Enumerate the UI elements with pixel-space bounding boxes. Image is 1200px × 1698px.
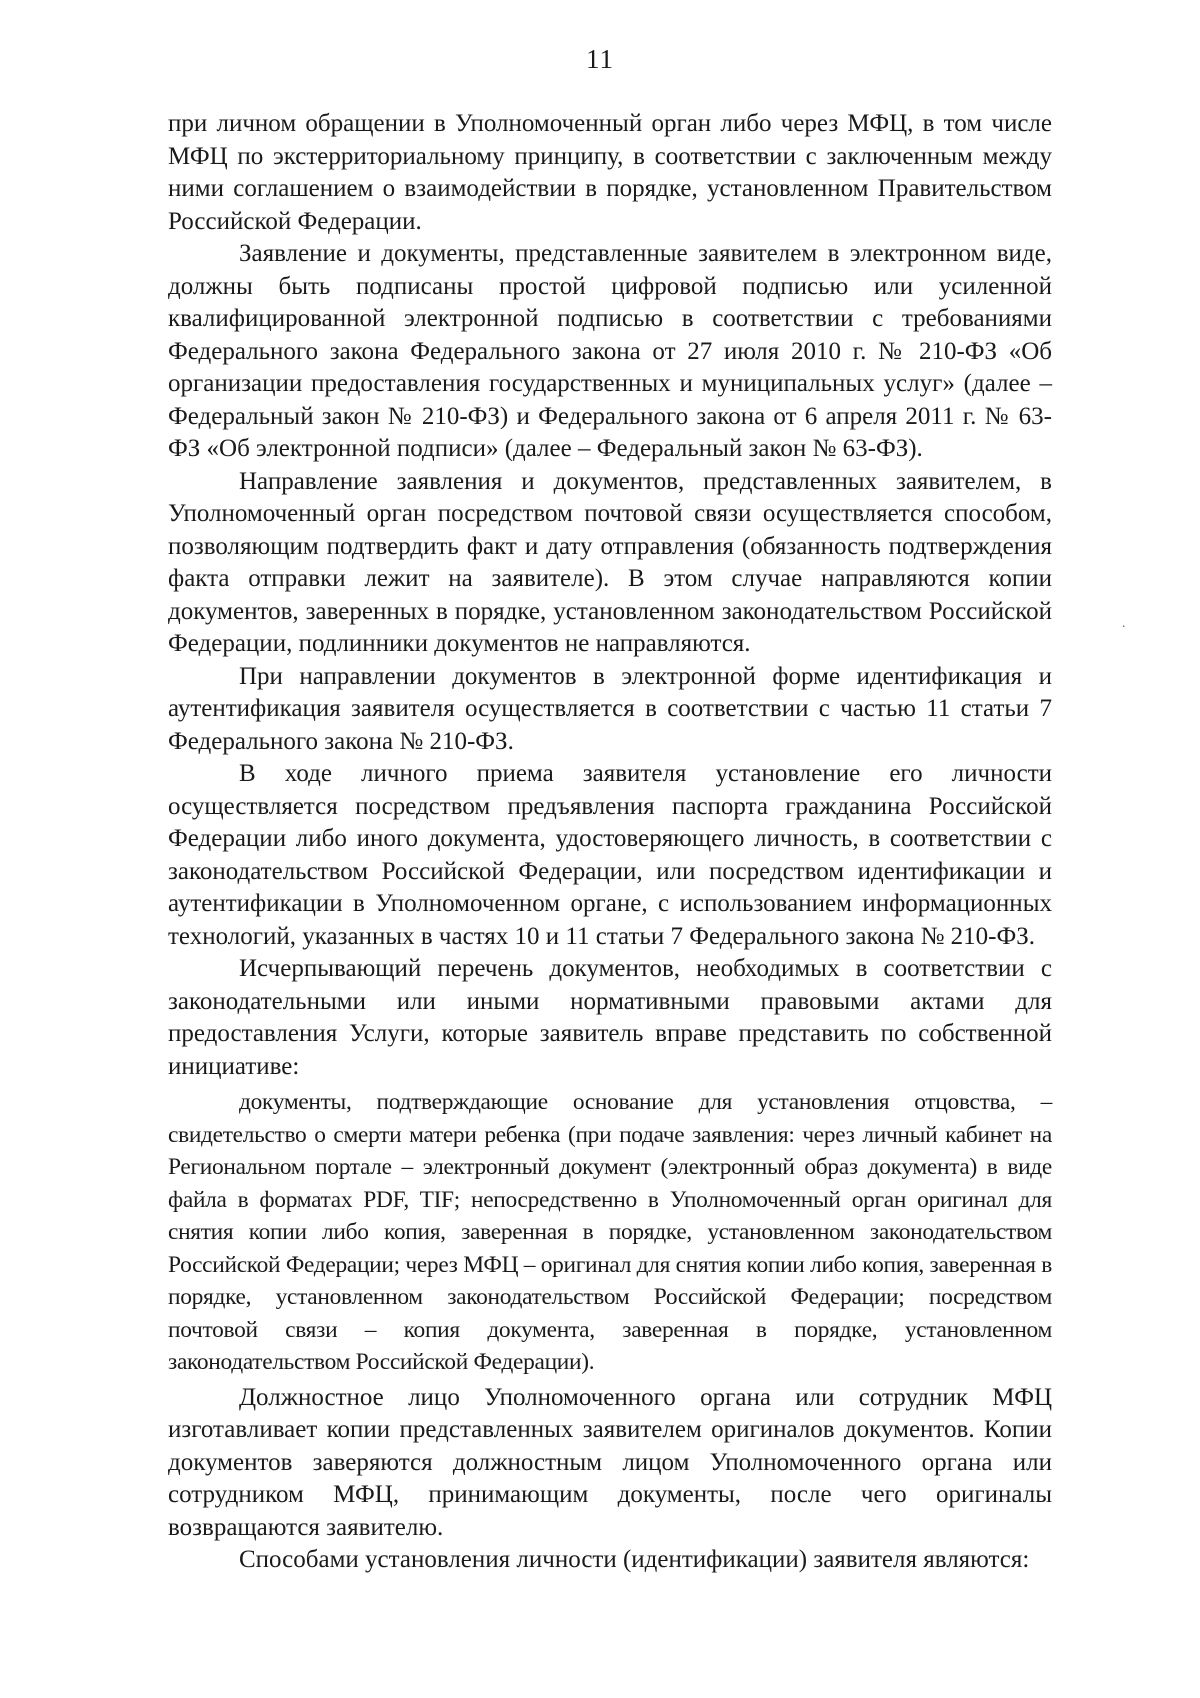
paragraph-3: Направление заявления и документов, представленных заявителем, в Уполномоченный орган посредством почтовой связи осуществляется способом, позволяющим подтвердить факт и дату отправления (обязанность подтверждения факта отправки лежит на заявителе). В этом случае направляются копии документов, заверенных в порядке, установленном законодательством Российской Федерации, подлинники документов не направляются. (168, 467, 1052, 657)
paragraph-8: Должностное лицо Уполномоченного органа или сотрудник МФЦ изготавливает копии представленных заявителем оригиналов документов. Копии документов заверяются должностным лицом Уполномоченного органа или сотрудником МФЦ, принимающим документы, после чего оригиналы возвращаются заявителю. (168, 1383, 1052, 1541)
paragraph-5: В ходе личного приема заявителя установление его личности осуществляется посредством предъявления паспорта гражданина Российской Федерации либо иного документа, удостоверяющего личность, в соответствии с законодательством Российской Федерации, или посредством идентификации и аутентификации в Уполномоченном органе, с использованием информационных технологий, указанных в частях 10 и 11 статьи 7 Федерального закона № 210-ФЗ. (168, 760, 1052, 950)
paragraph-2: Заявление и документы, представленные заявителем в электронном виде, должны быть подписаны простой цифровой подписью или усиленной квалифицированной электронной подписью в соответствии с требованиями Федерального закона Федерального закона от 27 июля 2010 г. № 210-ФЗ «Об организации предоставления государственных и муниципальных услуг» (далее – Федеральный закон № 210-ФЗ) и Федерального закона от 6 апреля 2011 г. № 63-ФЗ «Об электронной подписи» (далее – Федеральный закон № 63-ФЗ). (168, 240, 1052, 462)
paragraph-9: Способами установления личности (идентификации) заявителя являются: (239, 1546, 1030, 1573)
paragraph-4: При направлении документов в электронной форме идентификация и аутентификация заявителя осуществляется в соответствии с частью 11 статьи 7 Федерального закона № 210-ФЗ. (168, 662, 1052, 755)
page-number: 11 (586, 44, 614, 74)
document-body (168, 108, 1052, 1577)
paragraph-7: документы, подтверждающие основание для установления отцовства, – свидетельство о смерти матери ребенка (при подаче заявления: через личный кабинет на Региональном портале – электронный документ (электронный образ документа) в виде файла в форматах PDF, TIF; непосредственно в Уполномоченный орган оригинал для снятия копии либо копия, заверенная в порядке, установленном законодательством Российской Федерации; через МФЦ – оригинал для снятия копии либо копия, заверенная в порядке, установленном законодательством Российской Федерации; посредством почтовой связи – копия документа, заверенная в порядке, установленном законодательством Российской Федерации). (168, 1089, 1052, 1375)
paragraph-1: при личном обращении в Уполномоченный орган либо через МФЦ, в том числе МФЦ по экстерриториальному принципу, в соответствии с заключенным между ними соглашением о взаимодействии в порядке, установленном Правительством Российской Федерации. (168, 110, 1052, 235)
scan-speck: · (1121, 620, 1126, 635)
paragraph-6: Исчерпывающий перечень документов, необходимых в соответствии с законодательными или иными нормативными правовыми актами для предоставления Услуги, которые заявитель вправе представить по собственной инициативе: (168, 955, 1052, 1080)
